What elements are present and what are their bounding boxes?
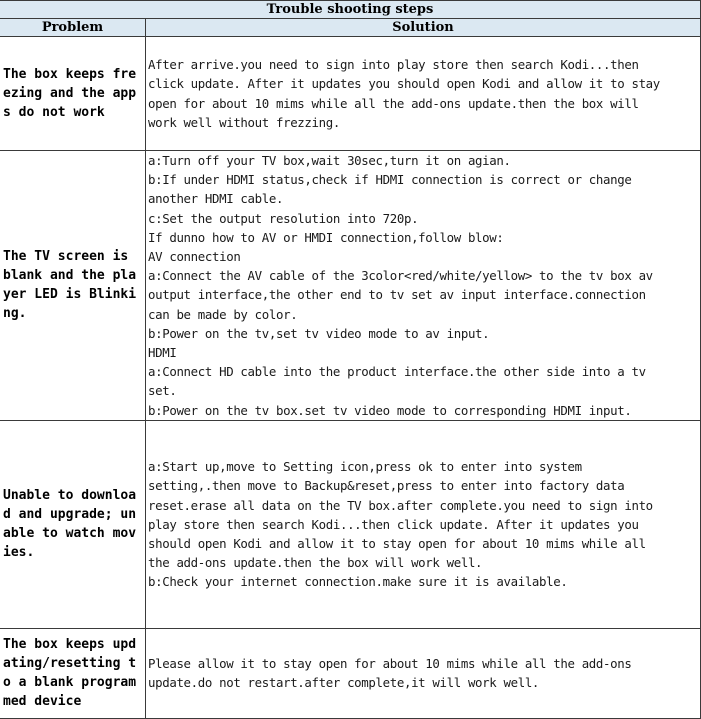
solution-cell	[146, 628, 701, 718]
table-row	[0, 151, 701, 421]
table-row	[0, 420, 701, 628]
solution-line: click update. After it updates you should open Kodi and allow it to stay	[148, 76, 660, 92]
problem-cell: The TV screen is blank and the player LED is Blinking.	[0, 151, 146, 421]
solution-line: play store then search Kodi...then click update. After it updates you	[148, 516, 639, 532]
solution-line: b:Power on the tv box.set tv video mode to corresponding HDMI input.	[148, 402, 632, 418]
solution-line: reset.erase all data on the TV box.after complete.you need to sign into	[148, 497, 653, 513]
solution-column-header: Solution	[146, 19, 701, 37]
solution-line: Please allow it to stay open for about 10 mims while all the add-ons	[148, 656, 632, 672]
solution-line: b:Power on the tv,set tv video mode to av input.	[148, 325, 490, 341]
solution-line: If dunno how to AV or HMDI connection,follow blow:	[148, 229, 504, 245]
solution-line: should open Kodi and allow it to stay open for about 10 mims while all	[148, 535, 646, 551]
solution-cell	[146, 37, 701, 151]
solution-line: a:Start up,move to Setting icon,press ok to enter into system	[148, 459, 582, 475]
title-row	[0, 1, 701, 19]
solution-line: a:Connect HD cable into the product interface.the other side into a tv	[148, 364, 646, 380]
solution-line: a:Connect the AV cable of the 3color<red/white/yellow> to the tv box av	[148, 268, 653, 284]
solution-line: set.	[148, 383, 177, 399]
problem-cell: The box keeps updating/resetting to a blank programmed device	[0, 628, 146, 718]
solution-line: c:Set the output resolution into 720p.	[148, 210, 419, 226]
solution-line: update.do not restart.after complete,it will work well.	[148, 675, 540, 691]
solution-cell	[146, 420, 701, 628]
solution-cell	[146, 151, 701, 421]
solution-line: open for about 10 mims while all the add-ons update.then the box will	[148, 95, 639, 111]
solution-line: can be made by color.	[148, 306, 298, 322]
problem-column-header: Problem	[0, 19, 146, 37]
problem-cell: Unable to download and upgrade; unable to watch movies.	[0, 420, 146, 628]
table-row	[0, 37, 701, 151]
solution-line: another HDMI cable.	[148, 191, 284, 207]
table-title: Trouble shooting steps	[0, 1, 701, 19]
solution-line: a:Turn off your TV box,wait 30sec,turn it on agian.	[148, 153, 511, 168]
solution-line: output interface,the other end to tv set av input interface.connection	[148, 287, 646, 303]
solution-line: setting,.then move to Backup&reset,press to enter into factory data	[148, 478, 625, 494]
problem-cell: The box keeps freezing and the apps do not work	[0, 37, 146, 151]
table-row	[0, 628, 701, 718]
solution-line: AV connection	[148, 249, 241, 265]
solution-line: HDMI	[148, 345, 177, 361]
solution-line: b:Check your internet connection.make sure it is available.	[148, 574, 568, 590]
header-row	[0, 19, 701, 37]
solution-line: the add-ons update.then the box will work well.	[148, 555, 483, 571]
solution-line: After arrive.you need to sign into play store then search Kodi...then	[148, 57, 639, 73]
solution-line: b:If under HDMI status,check if HDMI connection is correct or change	[148, 172, 632, 188]
solution-line: work well without frezzing.	[148, 114, 340, 130]
